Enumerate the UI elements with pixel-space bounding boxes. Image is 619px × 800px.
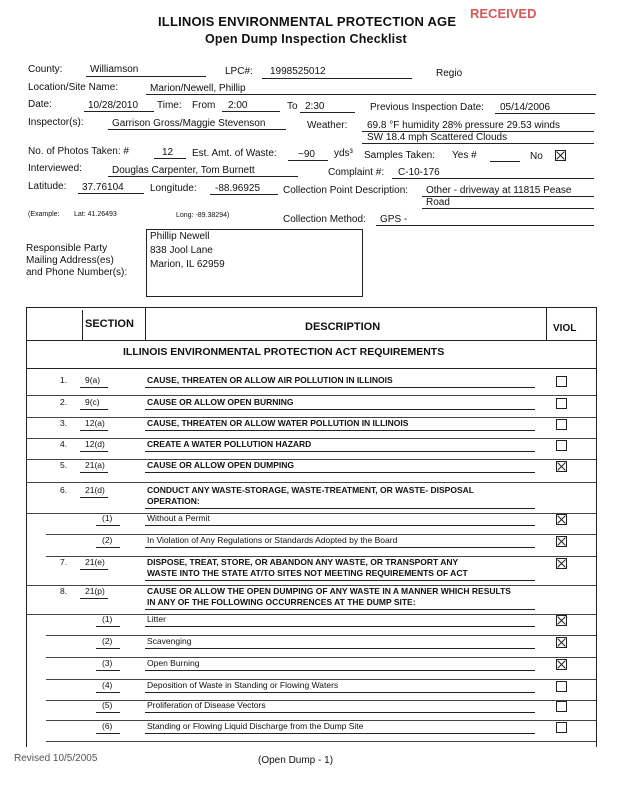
inspectors-label: Inspector(s): [28,117,84,128]
weather-label: Weather: [307,120,348,131]
location-label: Location/Site Name: [28,82,119,93]
row-section: (4) [102,680,113,690]
row-description: CONDUCT ANY WASTE-STORAGE, WASTE-TREATMENT, OR WASTE- DISPOSAL [147,485,474,495]
row-section: 9(a) [85,375,101,385]
samples-no-label: No [530,151,543,162]
row-description-cont: IN ANY OF THE FOLLOWING OCCURRENCES AT THE DUMP SITE: [147,597,416,607]
time-from-value: 2:00 [228,100,248,111]
revised-date: Revised 10/5/2005 [14,753,98,764]
inspectors-value: Garrison Gross/Maggie Stevenson [112,118,266,129]
time-label: Time: [157,100,182,111]
responsible-address: 838 Jool Lane [150,245,213,256]
example-long: Long: -89.38294) [176,212,230,219]
longitude-label: Longitude: [150,183,197,194]
col-header-viol: VIOL [553,323,577,334]
row-description: Without a Permit [147,513,210,523]
time-from-label: From [192,100,216,111]
interviewed-value: Douglas Carpenter, Tom Burnett [112,165,255,176]
waste-label: Est. Amt. of Waste: [192,148,277,159]
row-description: In Violation of Any Regulations or Standards Adopted by the Board [147,535,398,545]
collection-point-label: Collection Point Description: [283,185,409,196]
act-requirements-heading: ILLINOIS ENVIRONMENTAL PROTECTION ACT REQUIREMENTS [123,346,445,358]
collection-method-label: Collection Method: [283,214,366,225]
row-description: DISPOSE, TREAT, STORE, OR ABANDON ANY WASTE, OR TRANSPORT ANY [147,557,459,567]
row-section: (2) [102,636,113,646]
violation-checkbox[interactable] [556,419,567,430]
row-description: Deposition of Waste in Standing or Flowing Waters [147,680,339,690]
violation-checkbox[interactable] [556,659,567,670]
violation-checkbox[interactable] [556,440,567,451]
weather-value-2: SW 18.4 mph Scattered Clouds [367,132,508,143]
row-section: 21(e) [85,557,105,567]
responsible-label-3: and Phone Number(s): [26,267,128,278]
county-label: County: [28,64,63,75]
violation-checkbox[interactable] [556,722,567,733]
date-label: Date: [28,99,52,110]
samples-no-checkbox[interactable] [555,150,566,161]
row-description: CAUSE, THREATEN OR ALLOW AIR POLLUTION IN ILLINOIS [147,375,393,385]
row-description: Proliferation of Disease Vectors [147,700,266,710]
latitude-label: Latitude: [28,181,67,192]
prev-inspection-label: Previous Inspection Date: [370,102,484,113]
photos-label: No. of Photos Taken: # [28,146,129,157]
violation-checkbox[interactable] [556,536,567,547]
row-number: 7. [60,557,68,567]
collection-method-value: GPS - [380,214,408,225]
lpc-value: 1998525012 [270,66,326,77]
collection-point-value-1: Other - driveway at 11815 Pease [426,185,572,196]
longitude-value: -88.96925 [215,183,261,194]
form-title: ILLINOIS ENVIRONMENTAL PROTECTION AGE [158,14,457,29]
time-to-value: 2:30 [305,101,325,112]
responsible-city: Marion, IL 62959 [150,259,225,270]
waste-unit: yds³ [334,148,353,159]
responsible-label-2: Mailing Address(es) [26,255,114,266]
row-number: 2. [60,397,68,407]
waste-value: ~90 [298,149,315,160]
row-number: 6. [60,485,68,495]
example-label: (Example: [28,211,60,218]
county-value: Williamson [90,64,139,75]
table-top-rule [26,307,596,308]
row-section: 21(p) [85,586,105,596]
row-description: Open Burning [147,658,200,668]
row-section: 12(a) [85,418,105,428]
row-description-cont: WASTE INTO THE STATE AT/TO SITES NOT MEETING REQUIREMENTS OF ACT [147,568,468,578]
row-section: (2) [102,535,113,545]
row-section: (6) [102,721,113,731]
row-section: (3) [102,658,113,668]
samples-yes-label: Yes # [452,150,477,161]
row-section: 12(d) [85,439,105,449]
form-subtitle: Open Dump Inspection Checklist [205,32,407,46]
region-label: Regio [436,68,463,79]
violation-checkbox[interactable] [556,376,567,387]
col-header-description: DESCRIPTION [305,321,381,333]
row-description: CAUSE, THREATEN OR ALLOW WATER POLLUTION IN ILLINOIS [147,418,409,428]
example-lat: Lat: 41.26493 [74,211,117,218]
time-to-label: To [287,101,298,112]
violation-checkbox[interactable] [556,615,567,626]
row-description: CAUSE OR ALLOW OPEN BURNING [147,397,294,407]
complaint-label: Complaint #: [328,167,385,178]
received-stamp: RECEIVED [470,6,537,21]
violation-checkbox[interactable] [556,558,567,569]
violation-checkbox[interactable] [556,681,567,692]
row-description: Litter [147,614,166,624]
complaint-value: C-10-176 [398,167,440,178]
row-number: 1. [60,375,68,385]
row-section: (1) [102,614,113,624]
violation-checkbox[interactable] [556,637,567,648]
responsible-label-1: Responsible Party [26,243,108,254]
row-section: 21(d) [85,485,105,495]
page-indicator: (Open Dump - 1) [258,755,334,766]
lpc-label: LPC#: [225,66,253,77]
row-section: 21(a) [85,460,105,470]
date-value: 10/28/2010 [88,100,139,111]
prev-inspection-value: 05/14/2006 [500,102,551,113]
row-section: (1) [102,513,113,523]
row-section: 9(c) [85,397,100,407]
latitude-value: 37.76104 [82,182,124,193]
row-description: Scavenging [147,636,192,646]
row-number: 8. [60,586,68,596]
location-value: Marion/Newell, Phillip [150,83,246,94]
responsible-name: Phillip Newell [150,231,210,242]
row-section: (5) [102,700,113,710]
col-header-section: SECTION [85,318,134,330]
interviewed-label: Interviewed: [28,163,82,174]
weather-value-1: 69.8 °F humidity 28% pressure 29.53 winds [367,120,560,131]
row-description-cont: OPERATION: [147,496,200,506]
row-number: 4. [60,439,68,449]
samples-label: Samples Taken: [364,150,435,161]
violation-checkbox[interactable] [556,398,567,409]
photos-value: 12 [162,147,174,158]
row-description: CREATE A WATER POLLUTION HAZARD [147,439,312,449]
row-description: CAUSE OR ALLOW OPEN DUMPING [147,460,295,470]
row-description: CAUSE OR ALLOW THE OPEN DUMPING OF ANY WASTE IN A MANNER WHICH RESULTS [147,586,511,596]
row-number: 3. [60,418,68,428]
row-number: 5. [60,460,68,470]
violation-checkbox[interactable] [556,461,567,472]
violation-checkbox[interactable] [556,514,567,525]
violation-checkbox[interactable] [556,701,567,712]
collection-point-value-2: Road [426,197,450,208]
row-description: Standing or Flowing Liquid Discharge from the Dump Site [147,721,364,731]
